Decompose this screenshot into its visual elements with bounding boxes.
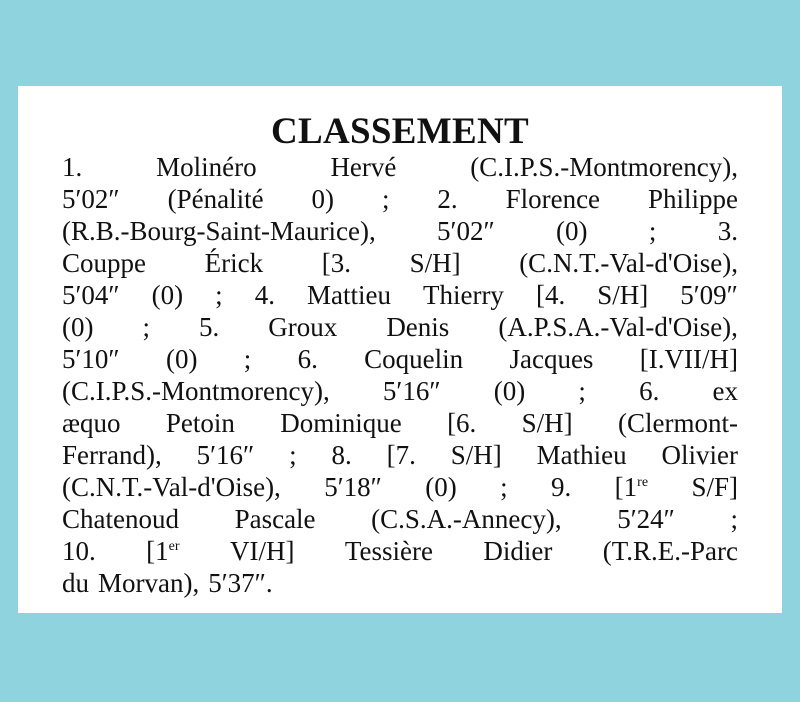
- text-word: 9.: [551, 472, 572, 502]
- text-word: 5′24″: [617, 504, 675, 534]
- text-word: 8.: [331, 440, 352, 470]
- text-word: Petoin: [165, 408, 235, 438]
- text-word: (A.P.S.A.-Val-d'Oise),: [498, 312, 738, 342]
- text-line: [62, 343, 738, 375]
- text-word: Florence: [505, 184, 601, 214]
- text-line: [62, 471, 738, 503]
- text-word: Pascale: [234, 504, 316, 534]
- text-line: [62, 183, 738, 215]
- text-word: (T.R.E.-Parc: [602, 536, 738, 566]
- text-word: ;: [648, 216, 657, 246]
- text-word: Érick: [204, 248, 264, 278]
- text-word: 5′02″: [437, 216, 495, 246]
- text-word: Thierry: [422, 280, 504, 310]
- text-word: (C.I.P.S.-Montmorency),: [470, 152, 738, 182]
- text-word: 5′04″: [62, 280, 120, 310]
- text-word: 10.: [62, 536, 96, 566]
- text-word: Chatenoud: [62, 504, 179, 534]
- text-word: (0): [62, 312, 94, 342]
- text-word: (Clermont-: [618, 408, 738, 438]
- text-word: (R.B.-Bourg-Saint-Maurice),: [62, 216, 376, 246]
- text-word: Tessière: [344, 536, 433, 566]
- text-word: Philippe: [647, 184, 738, 214]
- text-word: [4.: [535, 280, 566, 310]
- text-word: (0): [493, 376, 526, 406]
- text-word: [1: [146, 536, 169, 566]
- text-word: (0): [425, 472, 457, 502]
- text-word: [I.VII/H]: [639, 344, 738, 374]
- text-word: (C.I.P.S.-Montmorency),: [62, 376, 330, 406]
- text-word: 1.: [62, 152, 83, 182]
- text-word: ;: [215, 280, 223, 310]
- text-word: (C.N.T.-Val-d'Oise),: [62, 472, 281, 502]
- ordinal-superscript: er: [168, 539, 180, 554]
- text-word: ;: [243, 344, 252, 374]
- results-paragraph: [62, 151, 738, 599]
- text-word: S/H]: [450, 440, 502, 470]
- text-word: (C.N.T.-Val-d'Oise),: [519, 248, 738, 278]
- text-word: 5.: [199, 312, 220, 342]
- text-word: [3.: [321, 248, 351, 278]
- text-word: (0): [165, 344, 198, 374]
- text-word: (0): [151, 280, 184, 310]
- text-word: 5′16″: [382, 376, 441, 406]
- text-word: Didier: [483, 536, 553, 566]
- text-word: VI/H]: [229, 536, 295, 566]
- text-word: Olivier: [661, 440, 738, 470]
- text-word: ;: [500, 472, 508, 502]
- text-word: 5′18″: [324, 472, 382, 502]
- text-word: [6.: [447, 408, 477, 438]
- text-line: [62, 215, 738, 247]
- ordinal-superscript: re: [637, 475, 649, 490]
- text-word: S/H]: [521, 408, 573, 438]
- text-line: [62, 535, 738, 567]
- text-line: [62, 279, 738, 311]
- text-word: Dominique: [280, 408, 402, 438]
- text-word: Hervé: [330, 152, 397, 182]
- text-word: ;: [578, 376, 586, 406]
- text-word: Groux: [268, 312, 338, 342]
- text-word: Mattieu: [306, 280, 391, 310]
- text-word: S/F]: [691, 472, 738, 502]
- text-line: [62, 247, 738, 279]
- text-word: ex: [712, 376, 738, 406]
- text-line: [62, 567, 738, 599]
- text-word: Ferrand),: [62, 440, 162, 470]
- text-word: Couppe: [62, 248, 146, 278]
- text-word: 6.: [297, 344, 318, 374]
- text-word: Mathieu: [536, 440, 627, 470]
- text-line: [62, 407, 738, 439]
- text-word: 5′10″: [62, 344, 120, 374]
- ordinal-text: [615, 471, 648, 503]
- text-word: 3.: [717, 216, 738, 246]
- text-word: (Pénalité: [167, 184, 264, 214]
- text-word: 5′02″: [62, 184, 120, 214]
- text-word: ;: [730, 504, 738, 534]
- text-line: [62, 503, 738, 535]
- text-word: [1: [614, 472, 638, 502]
- text-line: [62, 375, 738, 407]
- text-word: 2.: [437, 184, 458, 214]
- text-word: 6.: [639, 376, 660, 406]
- text-word: 0): [311, 184, 334, 214]
- text-word: 5′37″.: [208, 568, 273, 598]
- text-line: [62, 439, 738, 471]
- text-word: ;: [381, 184, 390, 214]
- document-title: CLASSEMENT: [271, 111, 529, 152]
- text-word: ;: [142, 312, 151, 342]
- text-word: S/H]: [597, 280, 649, 310]
- text-word: S/H]: [409, 248, 461, 278]
- text-word: (0): [556, 216, 588, 246]
- text-word: 5′09″: [680, 280, 738, 310]
- text-word: 5′16″: [196, 440, 255, 470]
- text-word: Morvan),: [98, 568, 200, 598]
- text-word: æquo: [62, 408, 121, 438]
- text-word: du: [62, 568, 89, 598]
- text-word: Denis: [386, 312, 450, 342]
- text-word: Jacques: [509, 344, 594, 374]
- text-line: [62, 311, 738, 343]
- text-word: Coquelin: [364, 344, 464, 374]
- text-line: [62, 151, 738, 183]
- text-word: Molinéro: [156, 152, 257, 182]
- text-word: ;: [289, 440, 297, 470]
- text-word: (C.S.A.-Annecy),: [371, 504, 562, 534]
- text-word: [7.: [386, 440, 416, 470]
- text-word: 4.: [254, 280, 275, 310]
- ordinal-text: [146, 535, 179, 567]
